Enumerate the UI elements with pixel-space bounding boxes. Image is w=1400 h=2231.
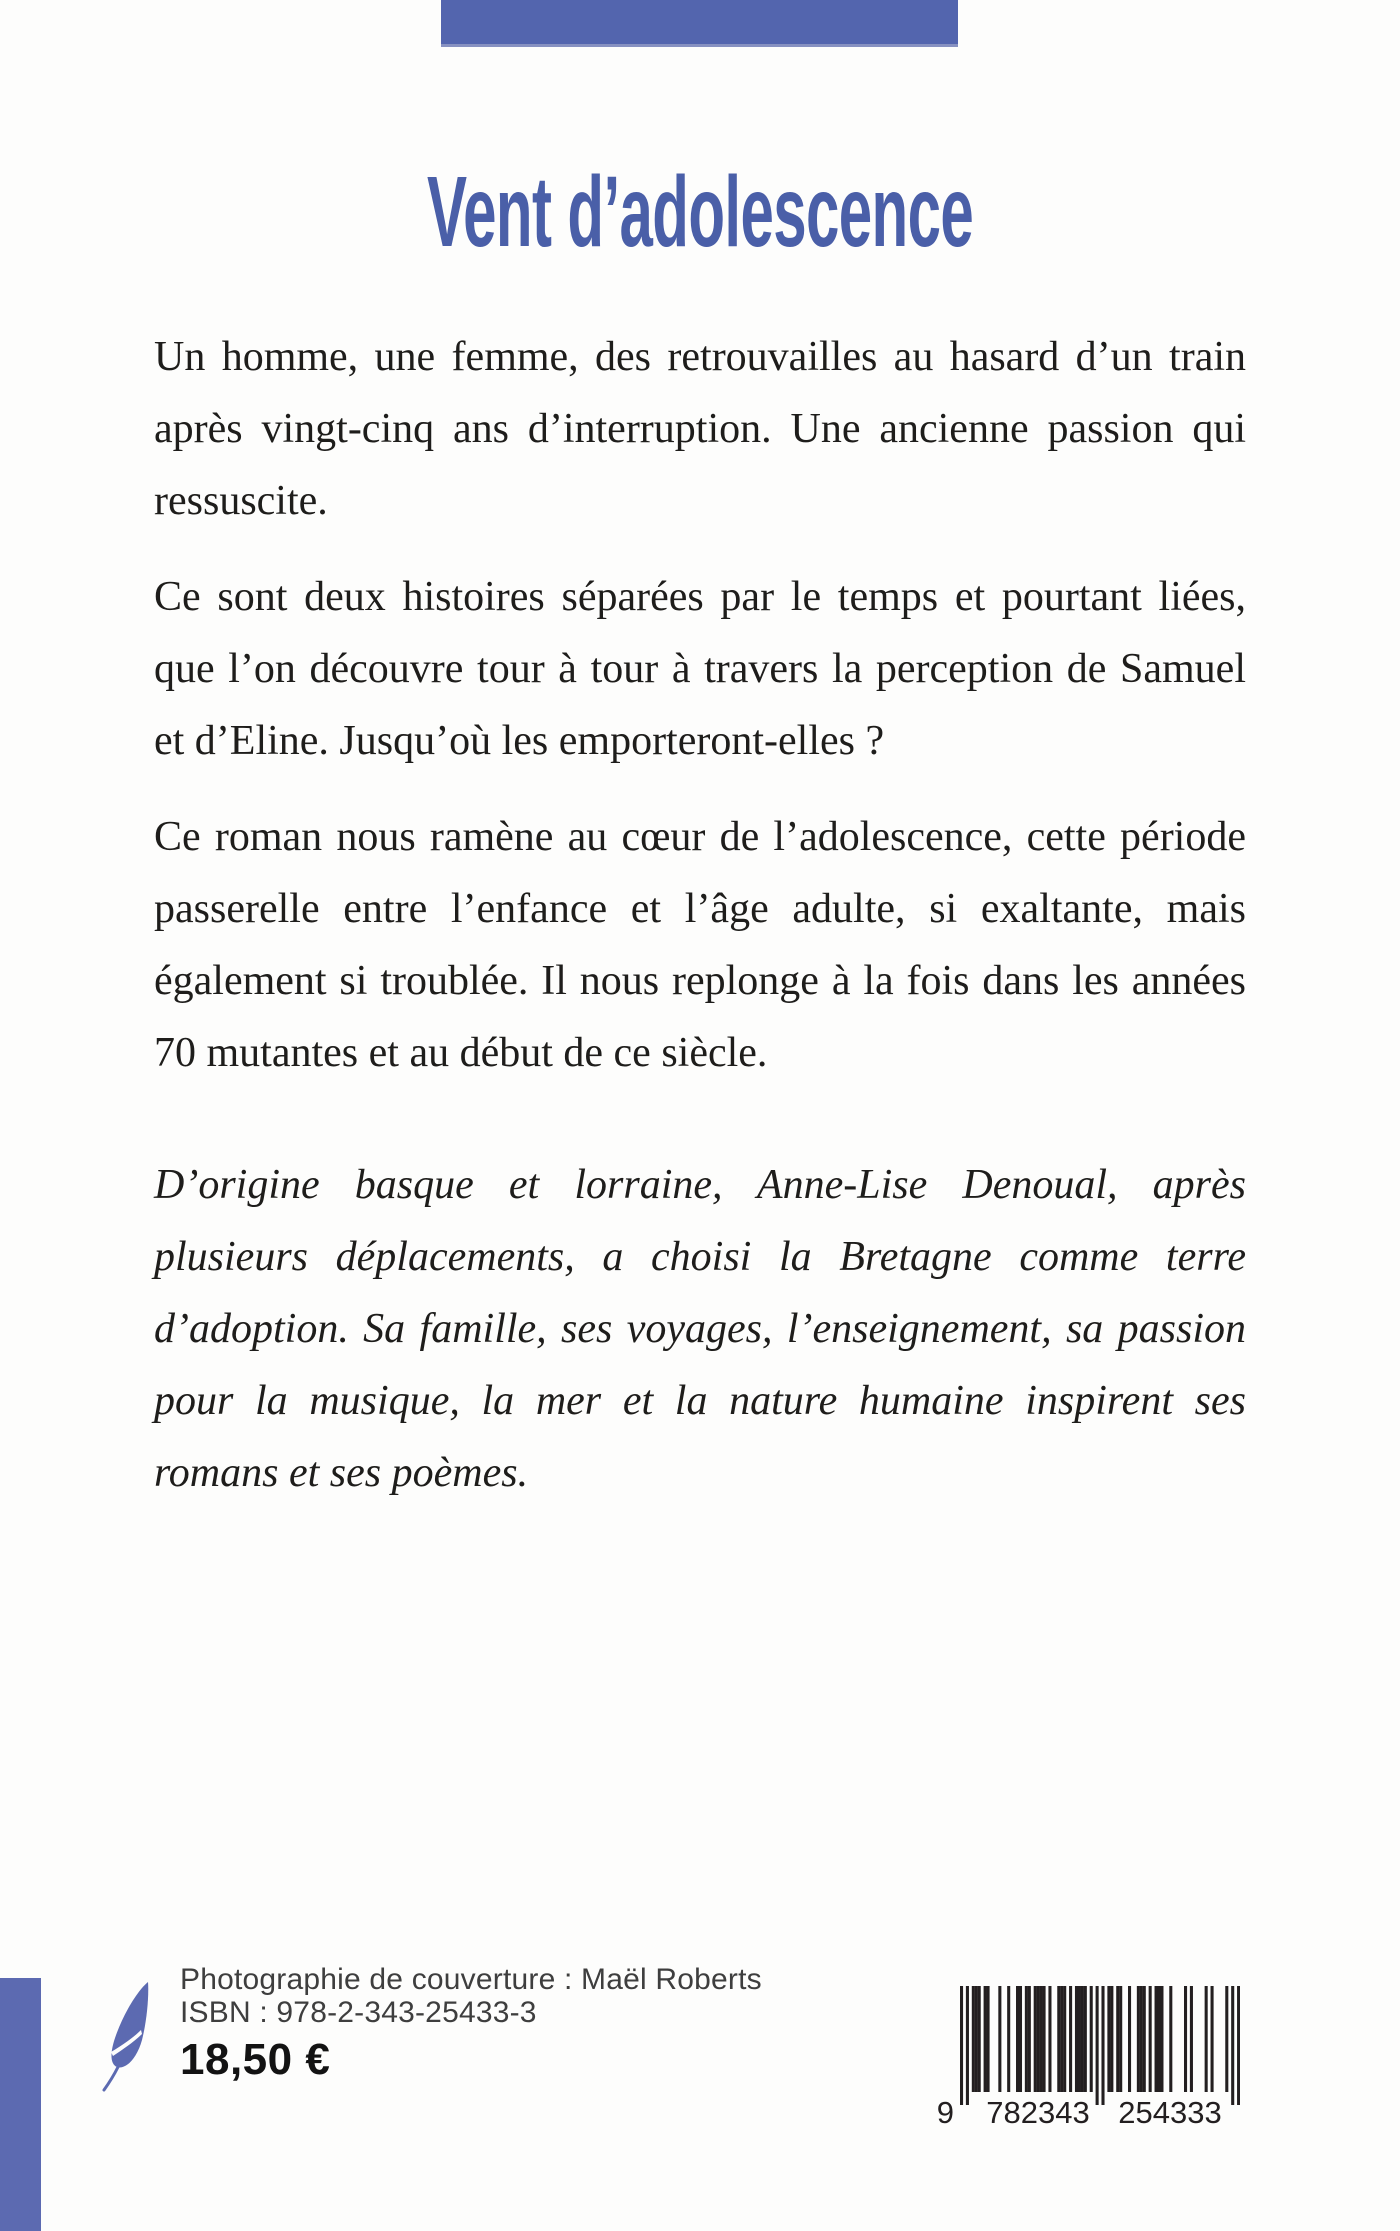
barcode-bars: [960, 1986, 1240, 2105]
ean13-barcode: [936, 1986, 1240, 2136]
barcode-digits-right: 254333: [1118, 2095, 1222, 2130]
price: 18,50 €: [180, 2035, 331, 2084]
publisher-quill-icon: [101, 1980, 153, 2092]
book-title: [0, 156, 1400, 268]
photo-credit-line: Photographie de couverture : Maël Roberts: [180, 1963, 762, 1996]
colophon: [180, 1963, 762, 2085]
isbn-line: ISBN : 978-2-343-25433-3: [180, 1996, 537, 2029]
synopsis-paragraph-1: Un homme, une femme, des retrouvailles au hasard d’un train après vingt-cinq ans d’interruption. Une ancienne passion qui ressuscite.: [154, 334, 1246, 524]
book-title-text: Vent d’adolescence: [426, 156, 974, 268]
synopsis-paragraph-3: Ce roman nous ramène au cœur de l’adolescence, cette période passerelle entre l’enfance et l’âge adulte, si exaltante, mais également si troublée. Il nous replonge à la fois dans les années 70 mutantes et au début de ce siècle.: [154, 814, 1246, 1076]
left-accent-bar: [0, 1978, 41, 2231]
top-spine-tab: [441, 0, 958, 47]
author-bio: D’origine basque et lorraine, Anne-Lise Denoual, après plusieurs déplacements, a choisi la Bretagne comme terre d’adoption. Sa famille, ses voyages, l’enseignement, sa passion pour la musique, la mer et la nature humaine inspirent ses romans et ses poèmes.: [154, 1162, 1246, 1496]
barcode-digit-9: 9: [936, 2095, 954, 2130]
synopsis: [154, 321, 1246, 1533]
barcode-digits-left: 782343: [986, 2095, 1090, 2130]
synopsis-paragraph-2: Ce sont deux histoires séparées par le temps et pourtant liées, que l’on découvre tour à tour à travers la perception de Samuel et d’Eline. Jusqu’où les emporteront-elles ?: [154, 574, 1246, 764]
